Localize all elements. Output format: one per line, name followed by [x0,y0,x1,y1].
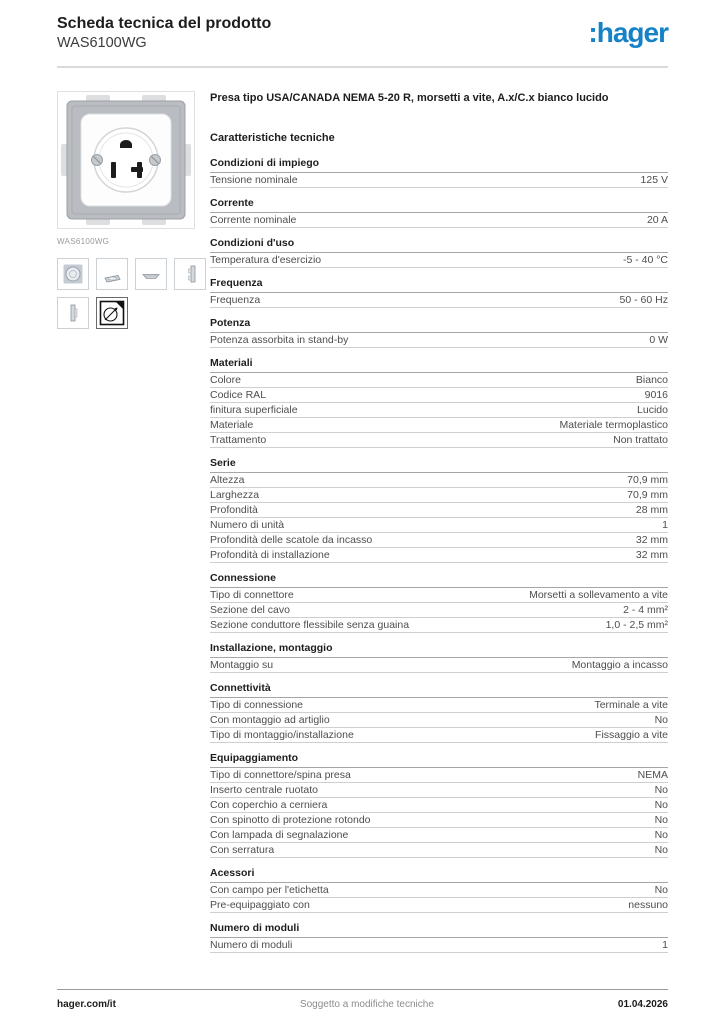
spec-value: -5 - 40 °C [622,253,668,266]
spec-label: Con serratura [210,843,275,856]
product-code: WAS6100WG [57,35,147,51]
spec-row [210,728,668,743]
spec-value: Non trattato [613,433,668,446]
spec-label: Corrente nominale [210,213,297,226]
dimensional-drawing-thumbnail[interactable] [96,297,128,329]
spec-label: Con coperchio a cerniera [210,798,328,811]
spec-label: Temperatura d'esercizio [210,253,322,266]
section-title: Connettività [210,681,668,698]
section-title: Condizioni d'uso [210,236,668,253]
spec-section [210,751,668,858]
footer [57,989,668,1024]
spec-value: Montaggio a incasso [571,658,668,671]
spec-label: Profondità di installazione [210,548,330,561]
spec-label: Altezza [210,473,245,486]
spec-row [210,603,668,618]
product-description: Presa tipo USA/CANADA NEMA 5-20 R, morsetti a vite, A.x/C.x bianco lucido [210,91,609,104]
spec-value: No [654,828,668,841]
spec-row [210,518,668,533]
spec-label: Tipo di connettore [210,588,294,601]
spec-label: Pre-equipaggiato con [210,898,310,911]
profile-view-thumbnail[interactable] [57,297,89,329]
spec-row [210,588,668,603]
spec-value: Materiale termoplastico [559,418,668,431]
spec-value: 20 A [646,213,668,226]
spec-label: Sezione del cavo [210,603,290,616]
spec-row [210,488,668,503]
section-rows [210,253,668,268]
spec-table-title: Caratteristiche tecniche [210,131,335,144]
hager-logo: :hager [588,17,668,48]
spec-section [210,456,668,563]
section-title: Equipaggiamento [210,751,668,768]
spec-value: 50 - 60 Hz [619,293,668,306]
section-rows [210,768,668,858]
spec-label: Profondità delle scatole da incasso [210,533,373,546]
spec-label: Materiale [210,418,254,431]
spec-label: Codice RAL [210,388,267,401]
spec-row [210,813,668,828]
image-caption: WAS6100WG [57,236,110,246]
spec-value: 28 mm [635,503,668,516]
spec-row [210,418,668,433]
spec-row [210,698,668,713]
section-title: Acessori [210,866,668,883]
spec-row [210,658,668,673]
spec-value: nessuno [628,898,668,911]
spec-value: Morsetti a sollevamento a vite [529,588,668,601]
section-title: Numero di moduli [210,921,668,938]
spec-label: Numero di moduli [210,938,293,951]
section-rows [210,373,668,448]
section-title: Potenza [210,316,668,333]
spec-section [210,681,668,743]
section-title: Condizioni di impiego [210,156,668,173]
spec-label: Tipo di connettore/spina presa [210,768,351,781]
spec-value: No [654,798,668,811]
spec-row [210,898,668,913]
spec-label: Tipo di montaggio/installazione [210,728,354,741]
spec-row [210,373,668,388]
spec-label: Montaggio su [210,658,274,671]
spec-row [210,618,668,633]
spec-row [210,798,668,813]
spec-label: Sezione conduttore flessibile senza guaina [210,618,410,631]
header-divider [57,66,668,68]
spec-row [210,548,668,563]
perspective-view-thumbnail[interactable] [96,258,128,290]
spec-value: 1 [662,938,668,951]
spec-label: Colore [210,373,241,386]
section-title: Corrente [210,196,668,213]
spec-sections [210,156,668,953]
spec-value: NEMA [637,768,668,781]
spec-label: Inserto centrale ruotato [210,783,318,796]
thumbnail-strip [57,258,217,329]
spec-value: Terminale a vite [594,698,668,711]
spec-row [210,293,668,308]
section-title: Frequenza [210,276,668,293]
spec-label: Frequenza [210,293,261,306]
spec-column [210,91,668,961]
spec-label: Tensione nominale [210,173,298,186]
spec-value: No [654,843,668,856]
spec-value: 2 - 4 mm² [623,603,668,616]
section-rows [210,938,668,953]
spec-value: 32 mm [635,533,668,546]
spec-row [210,473,668,488]
section-title: Serie [210,456,668,473]
spec-row [210,938,668,953]
spec-label: finitura superficiale [210,403,298,416]
spec-value: 32 mm [635,548,668,561]
spec-section [210,196,668,228]
spec-row [210,843,668,858]
footer-disclaimer: Soggetto a modifiche tecniche [299,999,434,1010]
spec-label: Con montaggio ad artiglio [210,713,330,726]
spec-row [210,333,668,348]
spec-row [210,253,668,268]
spec-label: Trattamento [210,433,267,446]
spec-row [210,713,668,728]
spec-label: Tipo di connessione [210,698,304,711]
spec-value: Lucido [637,403,668,416]
spec-row [210,403,668,418]
spec-value: 1,0 - 2,5 mm² [605,618,668,631]
spec-row [210,783,668,798]
spec-row [210,828,668,843]
spec-value: Fissaggio a vite [595,728,668,741]
top-view-thumbnail[interactable] [135,258,167,290]
section-title: Materiali [210,356,668,373]
spec-label: Larghezza [210,488,260,501]
section-rows [210,333,668,348]
section-rows [210,698,668,743]
spec-row [210,503,668,518]
spec-value: 0 W [649,333,668,346]
footer-date: 01.04.2026 [617,999,668,1010]
spec-row [210,213,668,228]
spec-row [210,388,668,403]
spec-section [210,356,668,448]
spec-row [210,883,668,898]
spec-section [210,571,668,633]
product-photo [57,91,195,229]
spec-value: 70,9 mm [627,488,668,501]
spec-value: No [654,883,668,896]
spec-value: No [654,783,668,796]
spec-label: Con spinotto di protezione rotondo [210,813,371,826]
spec-label: Profondità [210,503,258,516]
section-rows [210,883,668,913]
section-rows [210,473,668,563]
spec-value: 125 V [640,173,668,186]
spec-section [210,156,668,188]
spec-value: Bianco [635,373,668,386]
spec-section [210,276,668,308]
left-column [57,91,210,961]
spec-value: No [654,713,668,726]
header [57,14,668,53]
spec-section [210,921,668,953]
section-rows [210,588,668,633]
spec-value: 70,9 mm [627,473,668,486]
section-rows [210,213,668,228]
spec-row [210,533,668,548]
front-view-thumbnail[interactable] [57,258,89,290]
spec-section [210,866,668,913]
header-titles [57,14,271,53]
spec-section [210,316,668,348]
section-rows [210,173,668,188]
section-title: Installazione, montaggio [210,641,668,658]
spec-label: Con campo per l'etichetta [210,883,329,896]
spec-row [210,173,668,188]
section-rows [210,293,668,308]
spec-row [210,433,668,448]
spec-value: 9016 [644,388,668,401]
spec-value: 1 [662,518,668,531]
spec-section [210,236,668,268]
spec-label: Numero di unità [210,518,285,531]
spec-label: Con lampada di segnalazione [210,828,349,841]
side-view-thumbnail[interactable] [174,258,206,290]
spec-row [210,768,668,783]
main-content [57,91,668,961]
socket-photo-graphic [58,92,194,228]
section-title: Connessione [210,571,668,588]
section-rows [210,658,668,673]
spec-label: Potenza assorbita in stand-by [210,333,349,346]
page-title: Scheda tecnica del prodotto [57,15,272,32]
spec-section [210,641,668,673]
spec-value: No [654,813,668,826]
footer-website[interactable]: hager.com/it [57,999,116,1010]
footer-divider [57,989,668,990]
